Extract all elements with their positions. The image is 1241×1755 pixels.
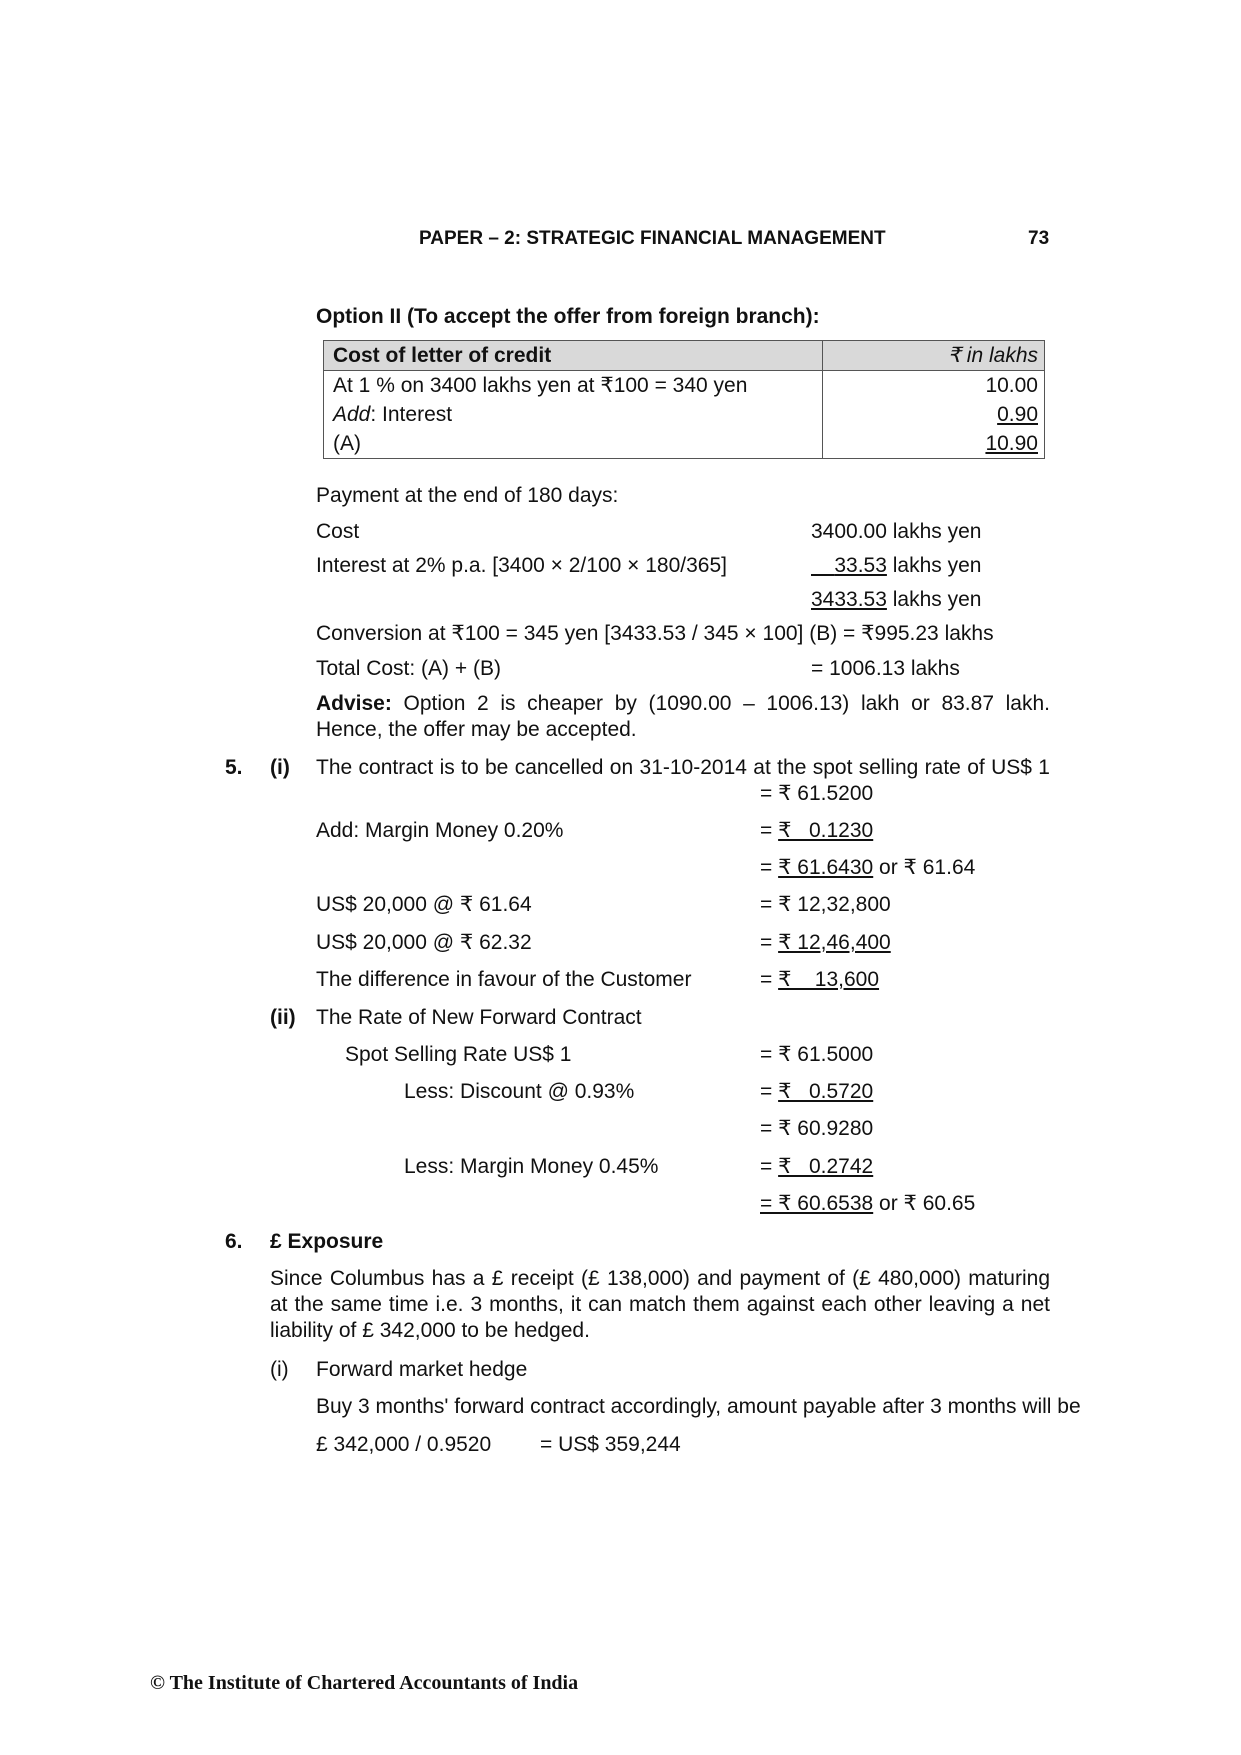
spot-selling-label: Spot Selling Rate US$ 1: [345, 1043, 572, 1066]
q6-item-label: (i): [270, 1358, 289, 1381]
footer-copyright: © The Institute of Chartered Accountants of India: [150, 1672, 579, 1694]
letter-of-credit-table: [323, 340, 1045, 459]
q5-number: 5.: [225, 756, 243, 779]
q5-part-i-label: (i): [270, 756, 290, 779]
discount-label: Less: Discount @ 0.93%: [404, 1080, 635, 1103]
interest-label: Interest at 2% p.a. [3400 × 2/100 × 180/365]: [316, 554, 727, 577]
after-discount-value: = ₹ 60.9280: [760, 1117, 874, 1140]
table-row-value: 10.00: [823, 371, 1045, 401]
calc-label: £ 342,000 / 0.9520: [316, 1433, 492, 1456]
cost-value: 3400.00 lakhs yen: [811, 520, 982, 543]
spot-selling-value: = ₹ 61.5000: [760, 1043, 874, 1066]
table-row-value: 0.90: [823, 400, 1045, 429]
q5-part-ii-label: (ii): [270, 1006, 296, 1029]
running-header: PAPER – 2: STRATEGIC FINANCIAL MANAGEMENT: [419, 228, 886, 249]
payment-heading: Payment at the end of 180 days:: [316, 484, 619, 507]
table-row-value: 10.90: [823, 429, 1045, 459]
advise-paragraph: Advise: Option 2 is cheaper by (1090.00 – 1006.13) lakh or 83.87 lakh. Hence, the offer may be accepted.: [316, 692, 1050, 741]
q6-item-title: Forward market hedge: [316, 1358, 528, 1381]
q6-paragraph: Since Columbus has a £ receipt (£ 138,000) and payment of (£ 480,000) maturing at the same time i.e. 3 months, it can match them against each other leaving a net liability of £ 342,000 to be hedged.: [270, 1267, 1050, 1342]
option2-heading: Option II (To accept the offer from foreign branch):: [316, 305, 820, 328]
q5-intro: The contract is to be cancelled on 31-10-2014 at the spot selling rate of US$ 1: [316, 756, 1050, 779]
line1-label: US$ 20,000 @ ₹ 61.64: [316, 893, 532, 916]
line2-label: US$ 20,000 @ ₹ 62.32: [316, 931, 532, 954]
difference-label: The difference in favour of the Customer: [316, 968, 692, 991]
q6-item-text: Buy 3 months' forward contract accordingly, amount payable after 3 months will be: [316, 1395, 1081, 1418]
total-value: = 1006.13 lakhs: [811, 657, 960, 680]
margin-ii-value: = ₹ 0.2742: [760, 1155, 874, 1178]
table-row-label: At 1 % on 3400 lakhs yen at ₹100 = 340 yen: [324, 371, 823, 401]
discount-value: = ₹ 0.5720: [760, 1080, 874, 1103]
table-header-unit: ₹ in lakhs: [823, 341, 1045, 371]
spot-rate-value: = ₹ 61.5200: [760, 782, 874, 805]
new-forward-heading: The Rate of New Forward Contract: [316, 1006, 642, 1029]
difference-value: = ₹ 13,600: [760, 968, 880, 991]
total-label: Total Cost: (A) + (B): [316, 657, 501, 680]
sum-value: = ₹ 61.6430 or ₹ 61.64: [760, 856, 976, 879]
q6-number: 6.: [225, 1230, 243, 1253]
margin-value: = ₹ 0.1230: [760, 819, 874, 842]
conversion-line: Conversion at ₹100 = 345 yen [3433.53 / 345 × 100] (B) = ₹995.23 lakhs: [316, 622, 994, 645]
final-rate-value: = ₹ 60.6538 or ₹ 60.65: [760, 1192, 976, 1215]
table-header-label: Cost of letter of credit: [324, 341, 823, 371]
calc-value: = US$ 359,244: [540, 1433, 681, 1456]
table-row-label: Add: Interest: [324, 400, 823, 429]
subtotal-value: 3433.53 lakhs yen: [811, 588, 982, 611]
line1-value: = ₹ 12,32,800: [760, 893, 891, 916]
interest-value: 33.53 lakhs yen: [834, 554, 982, 577]
page-number: 73: [1028, 228, 1050, 249]
margin-label: Add: Margin Money 0.20%: [316, 819, 564, 842]
cost-label: Cost: [316, 520, 360, 543]
margin-ii-label: Less: Margin Money 0.45%: [404, 1155, 659, 1178]
line2-value: = ₹ 12,46,400: [760, 931, 891, 954]
table-row-label: (A): [324, 429, 823, 459]
q6-heading: £ Exposure: [270, 1230, 384, 1253]
